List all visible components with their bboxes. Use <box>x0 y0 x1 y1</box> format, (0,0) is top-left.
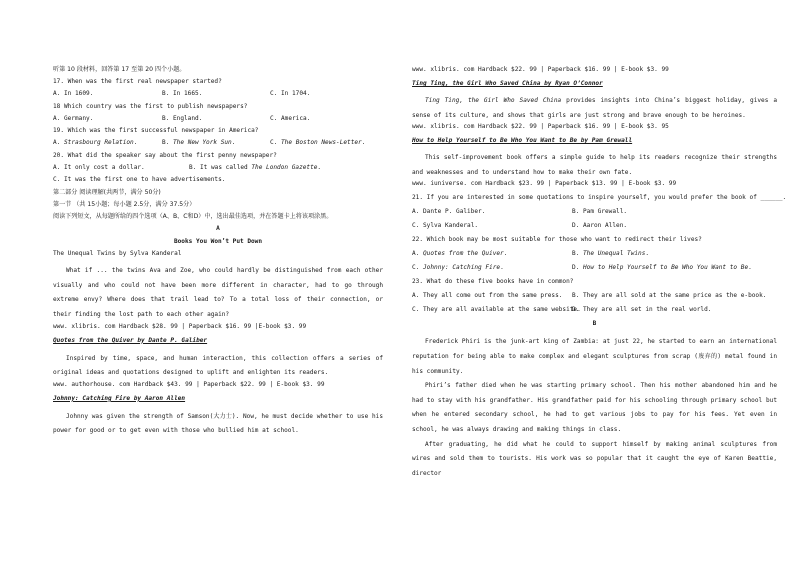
q18-option-b: B. England. <box>162 114 203 122</box>
q21-options-cd <box>412 222 777 236</box>
book1-title: The Unequal Twins by Sylva Kanderal <box>53 250 182 258</box>
left-column <box>53 66 383 439</box>
q18-option-c: C. America. <box>270 114 311 122</box>
q21-option-d: D. Aaron Allen. <box>572 222 628 230</box>
q23-option-a: A. They all come out from the same press. <box>412 292 563 300</box>
book3-price: www. xlibris. com Hardback $22. 99 | Paperback $16. 99 | E-book $3. 99 <box>412 66 669 73</box>
q19-option-c: C. The Boston News-Letter. <box>270 139 366 147</box>
book5-description: This self-improvement book offers a simple guide to help its readers recognize their strengths and weaknesses and to understand how to make their own fate. <box>412 154 777 176</box>
book2-title: Quotes from the Quiver by Dante P. Galiber <box>53 336 208 344</box>
book5-title: How to Help Yourself to Be Who You Want to Be by Pam Grewall <box>412 137 633 145</box>
q17-options <box>53 90 383 103</box>
q19-option-a: A. Strasbourg Relation. <box>53 139 138 147</box>
q21-question: 21. If you are interested in some quotations to inspire yourself, you would prefer the book of ______. <box>412 194 787 202</box>
q20-option-b: B. It was called The London Gazette. <box>189 163 322 171</box>
part2-title: 第二部分 阅读理解(共两节，满分 50分) <box>53 188 161 196</box>
passage-b-letter: B <box>592 320 597 328</box>
q17-option-c: C. In 1704. <box>270 90 311 97</box>
q20-option-a: A. It only cost a dollar. <box>53 163 145 171</box>
right-column <box>412 66 787 481</box>
passage-a-title: Books You Won’t Put Down <box>173 237 263 245</box>
section1-title: 第一节 （共 15小题；每小题 2.5分，满分 37.5分） <box>53 200 196 208</box>
book3-description: Johnny was given the strength of Samson(大力士). Now, he must decide whether to use his power for good or to get even with those who bullied him at school. <box>53 412 383 435</box>
passage-b-paragraph-1: Frederick Phiri is the junk-art king of Zambia: at just 22, he started to earn an international reputation for being able to make complex and elegant sculptures from scrap (废弃的) metal found in his community. <box>412 338 777 375</box>
q18-options <box>53 115 383 128</box>
q22-option-a: A. Quotes from the Quiver. <box>412 250 508 258</box>
q18-question: 18 Which country was the first to publish newspapers? <box>53 102 248 110</box>
q19-options <box>53 139 383 152</box>
listening-section-note: 听第 10 段材料，回答第 17 至第 20 四个小题。 <box>53 66 186 73</box>
q19-option-b: B. The New York Sun. <box>162 139 236 147</box>
q17-option-b: B. In 1665. <box>162 90 203 97</box>
q22-question: 22. Which book may be most suitable for those who want to redirect their lives? <box>412 236 702 244</box>
q19-question: 19. Which was the first successful newspaper in America? <box>53 127 259 135</box>
book1-description: What if ... the twins Ava and Zoe, who could hardly be distinguished from each other visually and who could not have been more different in character, had to go through extreme envy? Where does that trail lead to? To a total loss of their connection, or their finding the lost path to each other again? <box>53 267 383 318</box>
book4-price: www. xlibris. com Hardback $22. 99 | Paperback $16. 99 | E-book $3. 95 <box>412 123 669 131</box>
q20-option-c: C. It was the first one to have advertisements. <box>53 176 226 184</box>
q23-option-c: C. They are all available at the same website. <box>412 306 581 314</box>
q21-option-a: A. Dante P. Galiber. <box>412 208 486 216</box>
passage-b-paragraph-2: Phiri’s father died when he was starting primary school. Then his mother abandoned him and he had to stay with his grandfather. His grandfather paid for his schooling through primary school but when he entered secondary school, he had to get various jobs to pay for his fees. Yet even in school, he was always drawing and making things in class. <box>412 382 777 433</box>
q17-option-a: A. In 1609. <box>53 90 94 97</box>
passage-b-paragraph-3: After graduating, he did what he could to support himself by making animal sculptures from wires and sold them to tourists. His work was so popular that it caught the eye of Karen Beattie, director <box>412 440 777 477</box>
book4-title: Ting Ting, the Girl Who Saved China by Ryan O’Connor <box>412 80 603 87</box>
book4-description: Ting Ting, the Girl Who Saved China provides insights into China’s biggest holiday, gives a sense of its culture, and shows that girls are just strong and brave enough to be heroines. <box>412 97 778 119</box>
q20-options-ab <box>53 164 383 177</box>
q22-option-c: C. Johnny: Catching Fire. <box>412 264 504 272</box>
section1-instructions: 阅读下列短文，从每题所给的四个选项（A、B、C和D）中，选出最佳选项，并在答题卡上将该项涂黑。 <box>53 212 333 220</box>
q23-option-b: B. They are all sold at the same price as the e-book. <box>572 292 767 300</box>
q22-option-d: D. How to Help Yourself to Be Who You Want to Be. <box>572 264 752 272</box>
q21-options-ab <box>412 208 777 222</box>
q23-options-ab <box>412 292 777 306</box>
passage-a-letter: A <box>216 224 220 232</box>
q22-options-cd <box>412 264 777 278</box>
book2-price: www. authorhouse. com Hardback $43. 99 | Paperback $22. 99 | E-book $3. 99 <box>53 380 325 388</box>
q17-question: 17. When was the first real newspaper started? <box>53 78 222 85</box>
q21-option-c: C. Sylva Kanderal. <box>412 222 479 230</box>
q20-question: 20. What did the speaker say about the first penny newspaper? <box>53 151 277 159</box>
q23-question: 23. What do these five books have in common? <box>412 278 574 286</box>
q22-option-b: B. The Unequal Twins. <box>572 250 650 258</box>
q18-option-a: A. Germany. <box>53 114 94 122</box>
book5-price: www. iuniverse. com Hardback $23. 99 | Paperback $13. 99 | E-book $3. 99 <box>412 180 677 188</box>
book2-description: Inspired by time, space, and human interaction, this collection offers a series of original ideas and quotations designed to uplift and enlighten its readers. <box>53 354 383 377</box>
q21-option-b: B. Pam Grewall. <box>572 208 628 216</box>
book1-price: www. xlibris. com Hardback $28. 99 | Paperback $16. 99 |E-book $3. 99 <box>53 322 307 330</box>
q23-option-d: D. They are all set in the real world. <box>572 306 712 314</box>
book3-title: Johnny: Catching Fire by Aaron Allen <box>53 394 186 402</box>
q23-options-cd <box>412 306 777 320</box>
q22-options-ab <box>412 250 777 264</box>
